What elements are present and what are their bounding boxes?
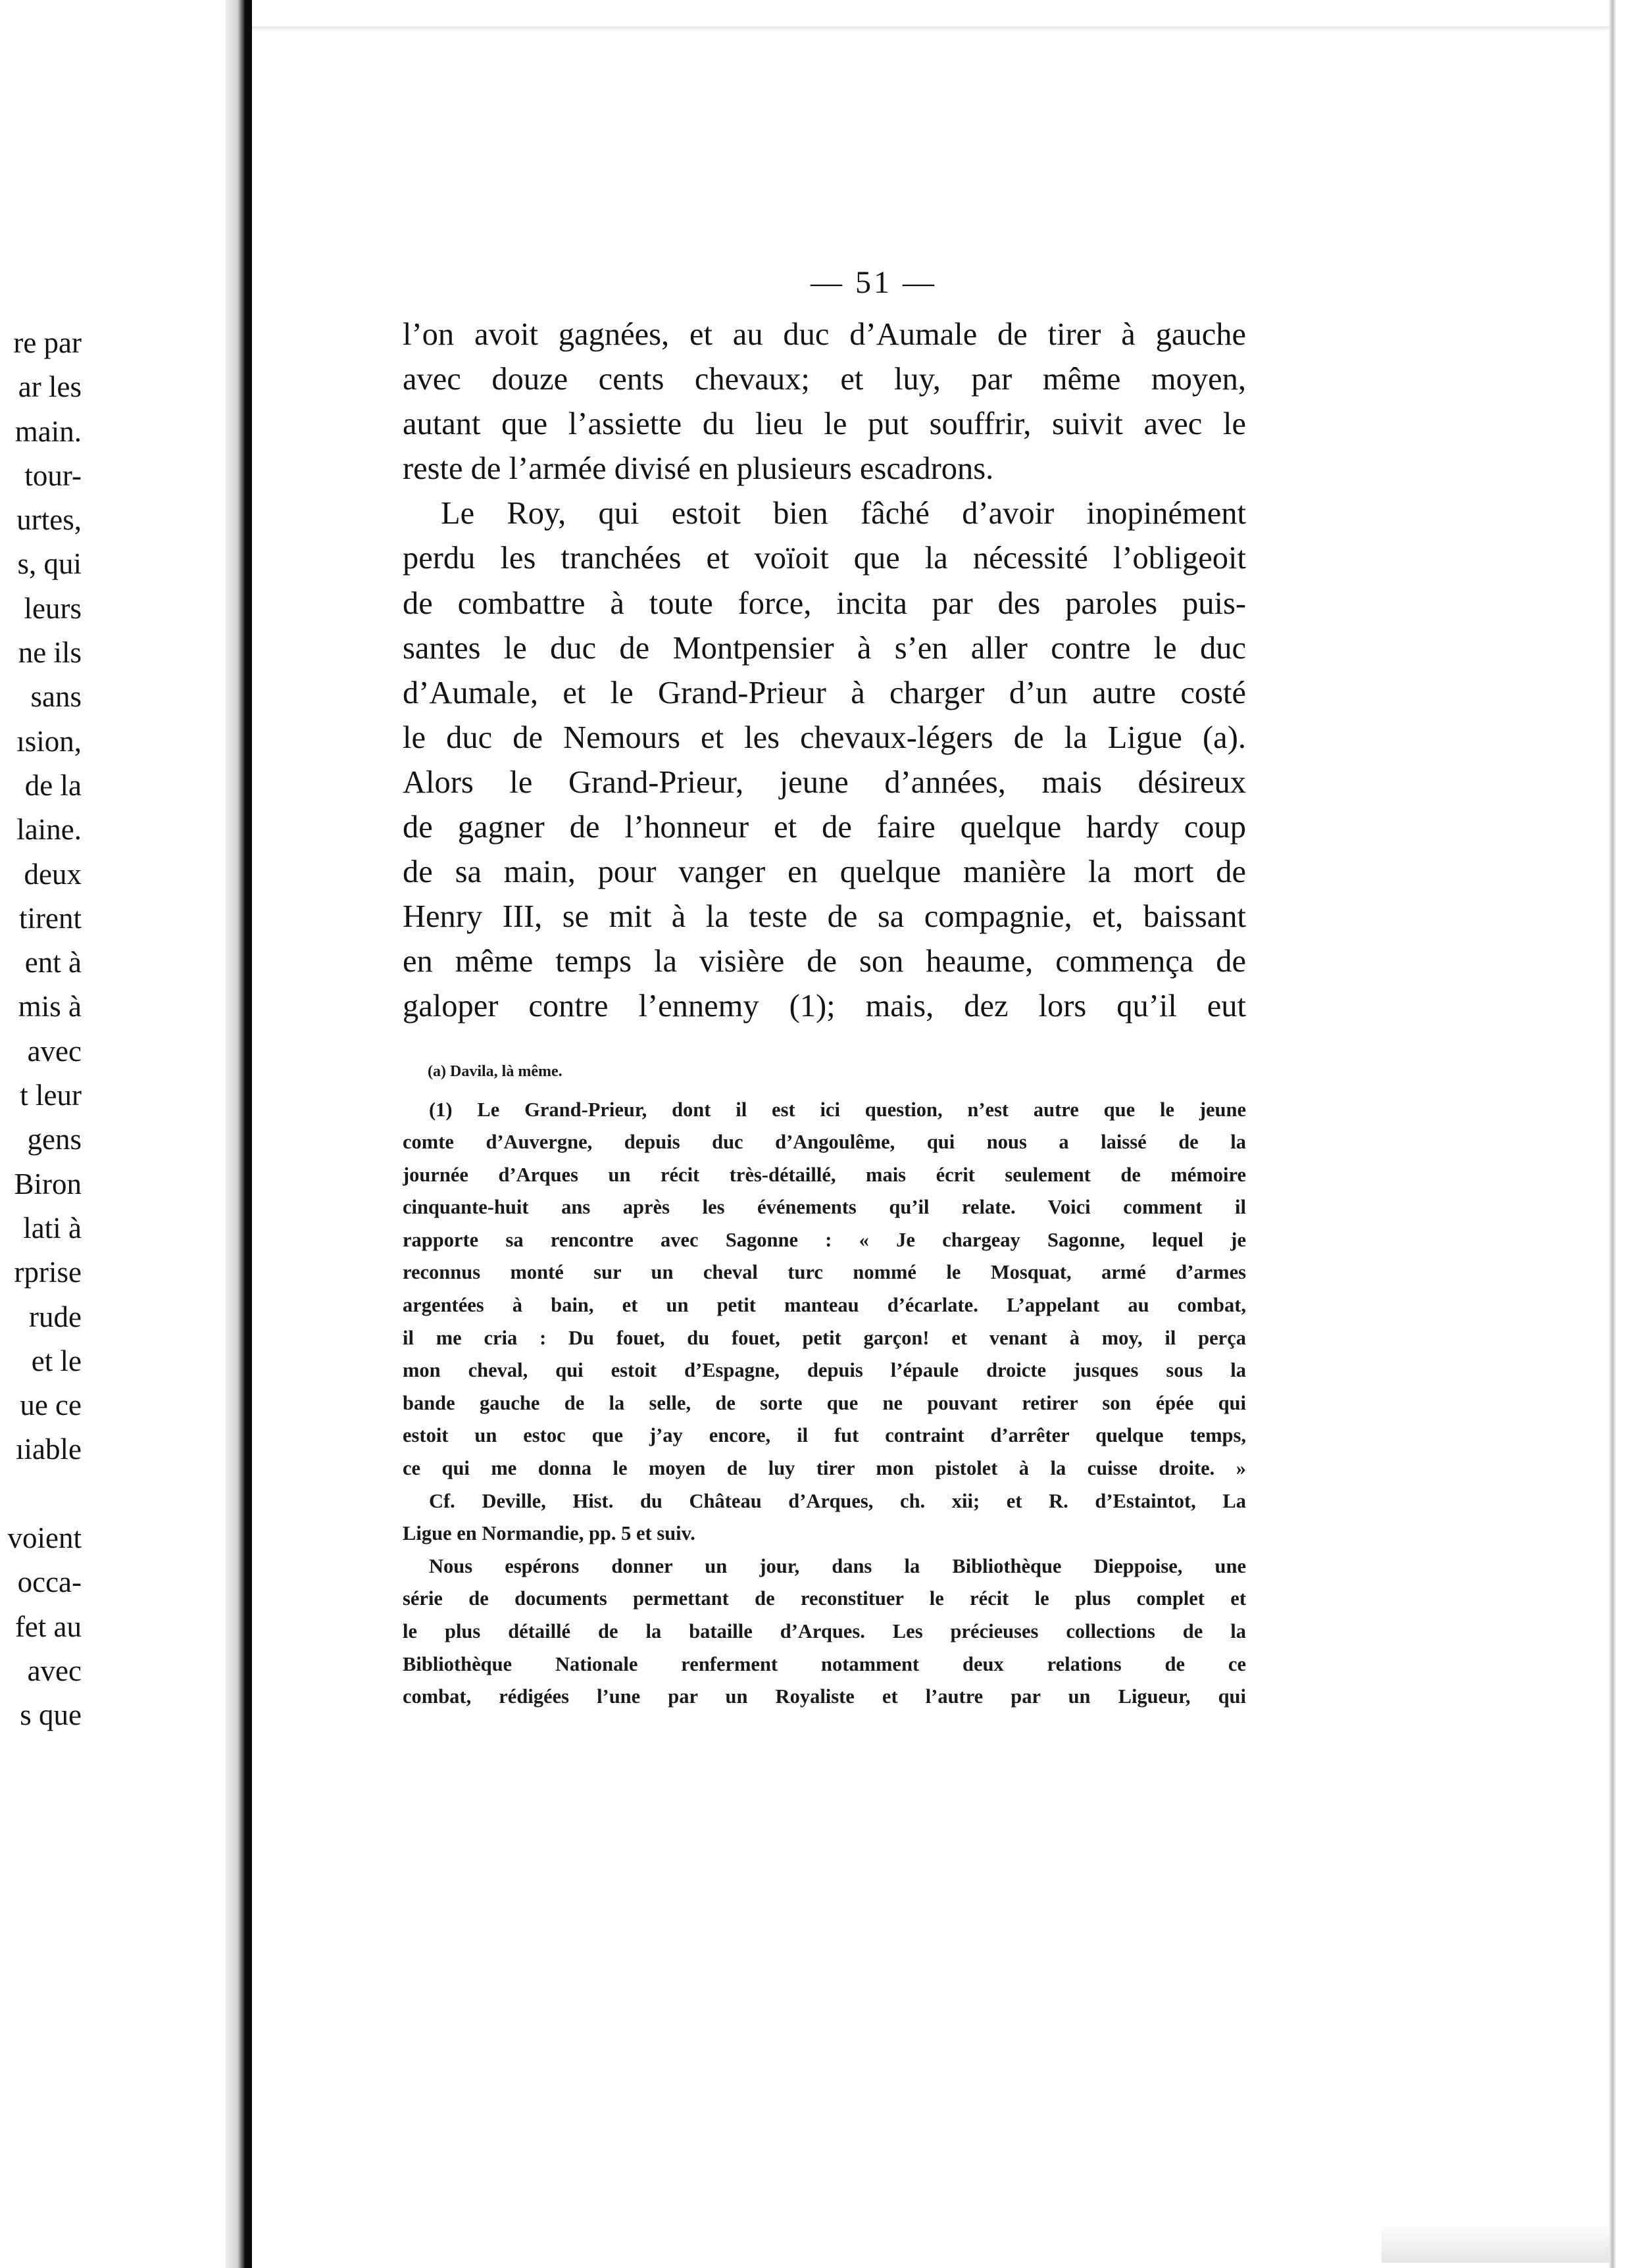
left-line: fet au (14, 1610, 82, 1643)
text-line: en même temps la visière de son heaume, commença de (403, 944, 1246, 979)
footnote-line: cinquante-huit ans après les événements qu’il relate. Voici comment il (403, 1196, 1246, 1219)
text-line: perdu les tranchées et voïoit que la nécessité l’obligeoit (403, 541, 1246, 576)
main-text (403, 312, 1246, 1029)
left-line: urtes, (16, 503, 82, 537)
footnote-line: le plus détaillé de la bataille d’Arques. Les précieuses collections de la (403, 1620, 1246, 1642)
text-line: autant que l’assiette du lieu le put souffrir, suivit avec le (403, 407, 1246, 442)
left-line: Biron (14, 1167, 82, 1200)
left-line: ent à (24, 946, 82, 979)
left-line: tirent (19, 901, 82, 935)
left-line: ısion, (16, 724, 82, 758)
footnote-line: argentées à bain, et un petit manteau d’écarlate. L’appelant au combat, (403, 1294, 1246, 1317)
text-line: avec douze cents chevaux; et luy, par même moyen, (403, 362, 1246, 397)
footnote-line: Cf. Deville, Hist. du Château d’Arques, ch. xii; et R. d’Estaintot, La (429, 1489, 1246, 1512)
footnote-line: journée d’Arques un récit très-détaillé, mais écrit seulement de mémoire (403, 1163, 1246, 1186)
left-line: avec (27, 1034, 82, 1068)
left-line: rprise (14, 1256, 82, 1289)
footnote-line: comte d’Auvergne, depuis duc d’Angoulême, qui nous a laissé de la (403, 1131, 1246, 1154)
text-line: Le Roy, qui estoit bien fâché d’avoir inopinément (441, 496, 1246, 531)
text-line: le duc de Nemours et les chevaux-légers de la Ligue (a). (403, 720, 1246, 755)
left-line: ıiable (16, 1433, 82, 1466)
left-line: mis à (18, 990, 82, 1023)
footnote-line: ce qui me donna le moyen de luy tirer mon pistolet à la cuisse droite. » (403, 1457, 1246, 1480)
text-line: Alors le Grand-Prieur, jeune d’années, mais désireux (403, 764, 1246, 800)
left-line: re par (13, 326, 82, 359)
left-line: gens (27, 1123, 82, 1156)
left-line: s que (20, 1698, 82, 1732)
paragraph (403, 312, 1246, 491)
text-line: Henry III, se mit à la teste de sa compagnie, et, baissant (403, 899, 1246, 935)
paragraph (403, 491, 1246, 1029)
left-line: ue ce (20, 1389, 82, 1422)
text-line: d’Aumale, et le Grand-Prieur à charger d’un autre costé (403, 675, 1246, 710)
footnote-line: rapporte sa rencontre avec Sagonne : « Je chargeay Sagonne, lequel je (403, 1228, 1246, 1251)
left-line: voient (7, 1521, 82, 1555)
left-line: rude (29, 1300, 82, 1333)
left-line (0, 1472, 82, 1516)
text-line: santes le duc de Montpensier à s’en aller contre le duc (403, 630, 1246, 666)
left-line: tour- (24, 458, 82, 492)
left-line: t leur (20, 1079, 82, 1112)
footnote-line: Ligue en Normandie, pp. 5 et suiv. (403, 1522, 695, 1545)
left-line: et le (31, 1344, 82, 1377)
footnotes (403, 1058, 1246, 1713)
footnote-bibliotheque (403, 1550, 1246, 1713)
page-number: — 51 — (811, 265, 937, 300)
footnote-line: série de documents permettant de reconstituer le récit le plus complet et (403, 1587, 1246, 1610)
text-line: galoper contre l’ennemy (1); mais, dez lors qu’il eut (403, 989, 1246, 1024)
left-line: main. (14, 414, 82, 448)
footnote-line: Bibliothèque Nationale renferment notamment deux relations de ce (403, 1652, 1246, 1675)
footnote-line: combat, rédigées l’une par un Royaliste et l’autre par un Ligueur, qui (403, 1685, 1246, 1708)
footnote-line: Nous espérons donner un jour, dans la Bibliothèque Dieppoise, une (429, 1554, 1246, 1577)
left-line: avec (27, 1654, 82, 1687)
page-bottom-edge (1382, 2223, 1609, 2263)
left-line: leurs (24, 591, 82, 625)
footnote-line: (1) Le Grand-Prieur, dont il est ici question, n’est autre que le jeune (429, 1098, 1246, 1121)
footnote-line: reconnus monté sur un cheval turc nommé le Mosquat, armé d’armes (403, 1261, 1246, 1284)
text-line: de sa main, pour vanger en quelque manière la mort de (403, 854, 1246, 890)
footnote-line: mon cheval, qui estoit d’Espagne, depuis l’épaule droicte jusques sous la (403, 1359, 1246, 1382)
left-line: deux (24, 857, 82, 891)
text-line: de combattre à toute force, incita par des paroles puis- (403, 585, 1246, 621)
left-line: occa- (17, 1565, 82, 1599)
footnote-line: estoit un estoc que j’ay encore, il fut contraint d’arrêter quelque temps, (403, 1424, 1246, 1447)
text-line: l’on avoit gagnées, et au duc d’Aumale de tirer à gauche (403, 317, 1246, 352)
right-page (403, 253, 1246, 1713)
left-page-fragment (0, 321, 82, 1738)
left-line: s, qui (17, 547, 82, 581)
footnote-line: il me cria : Du fouet, du fouet, petit garçon! et venant à moy, il perça (403, 1326, 1246, 1349)
left-line: sans (30, 680, 82, 714)
left-line: de la (24, 768, 82, 802)
left-line: ne ils (18, 636, 82, 670)
footnote-a: (a) Davila, là même. (428, 1062, 562, 1080)
footnote-cf (403, 1485, 1246, 1550)
left-line: ar les (18, 370, 82, 404)
text-line: reste de l’armée divisé en plusieurs escadrons. (403, 451, 994, 487)
left-line: laine. (16, 813, 82, 847)
text-line: de gagner de l’honneur et de faire quelque hardy coup (403, 810, 1246, 845)
page-right-edge (1609, 0, 1616, 2268)
page-top-edge (251, 26, 1609, 30)
book-spine-line (245, 0, 251, 2268)
footnote-1 (403, 1094, 1246, 1485)
footnote-line: bande gauche de la selle, de sorte que ne pouvant retirer son épée qui (403, 1391, 1246, 1414)
left-line: lati à (23, 1211, 82, 1245)
